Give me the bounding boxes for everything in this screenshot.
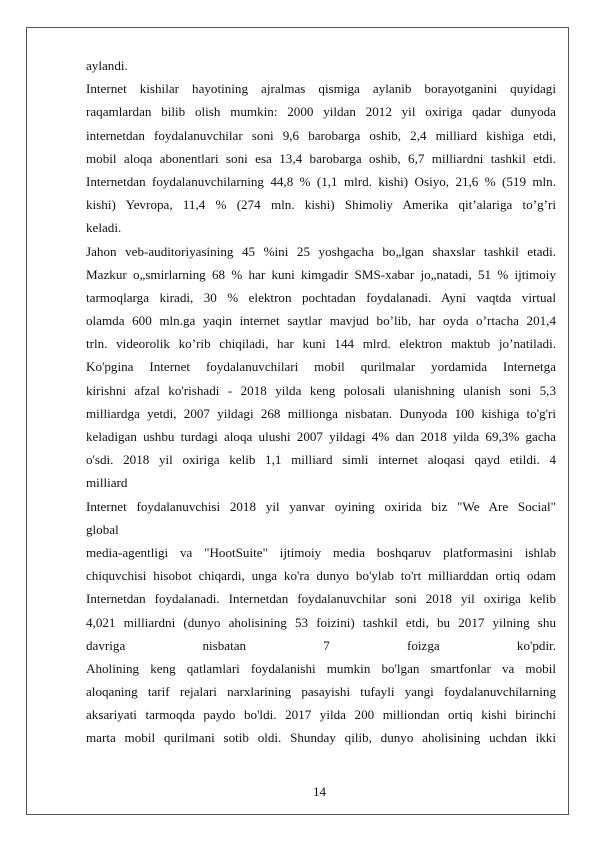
text-line-14: Ko'pgina Internet foydalanuvchilari mobil qurilmalar yordamida Internetga xyxy=(86,359,556,375)
text-line-28: aloqaning tarif rejalari narxlarining pasayishi tufayli yangi foydalanuvchilarning xyxy=(86,684,556,700)
text-line-30: marta mobil qurilmani sotib oldi. Shunday qilib, dunyo aholisining uchdan ikki xyxy=(86,730,556,746)
document-body xyxy=(86,54,556,750)
text-line-25: 4,021 milliardni (dunyo aholisining 53 foizini) tashkil etdi, bu 2017 yilning shu xyxy=(86,614,556,630)
text-line-5: mobil aloqa abonentlari soni esa 13,4 barobarga oshib, 6,7 milliardni tashkil etdi. xyxy=(86,150,556,166)
text-line-16: milliardga yetdi, 2007 yildagi 268 millionga nisbatan. Dunyoda 100 kishiga to'g'ri xyxy=(86,405,556,421)
text-line-17: keladigan ushbu turdagi aloqa ulushi 2007 yildagi 4% dan 2018 yilda 69,3% gacha xyxy=(86,429,556,444)
text-line-2: Internet kishilar hayotining ajralmas qismiga aylanib borayotganini quyidagi xyxy=(86,81,556,97)
text-line-8: keladi. xyxy=(86,220,122,236)
text-line-21: global xyxy=(86,521,119,537)
text-line-9: Jahon veb-auditoriyasining 45 %ini 25 yoshgacha bo„lgan shaxslar tashkil etadi. xyxy=(86,243,556,259)
text-line-1: aylandi. xyxy=(86,58,128,73)
text-line-19: milliard xyxy=(86,475,128,491)
text-line-4: internetdan foydalanuvchilar soni 9,6 barobarga oshib, 2,4 milliard kishiga etdi, xyxy=(86,127,556,143)
text-line-20: Internet foydalanuvchisi 2018 yil yanvar oyining oxirida biz "We Are Social" xyxy=(86,498,556,514)
text-line-27: Aholining keng qatlamlari foydalanishi mumkin bo'lgan smartfonlar va mobil xyxy=(86,660,556,676)
text-line-3: raqamlardan bilib olish mumkin: 2000 yildan 2012 yil oxiriga qadar dunyoda xyxy=(86,104,556,120)
page-number: 14 xyxy=(312,784,327,799)
text-line-10: Mazkur o„smirlarning 68 % har kuni kimgadir SMS-xabar jo„natadi, 51 % ijtimoiy xyxy=(86,266,556,282)
text-line-26: davriga nisbatan 7 foizga ko'pdir. xyxy=(86,637,556,653)
text-line-22: media-agentligi va "HootSuite" ijtimoiy media boshqaruv platformasini ishlab xyxy=(86,544,556,560)
text-line-6: Internetdan foydalanuvchilarning 44,8 % (1,1 mlrd. kishi) Osiyo, 21,6 % (519 mln. xyxy=(86,173,556,189)
text-line-13: trln. videorolik ko’rib chiqiladi, har kuni 144 mlrd. elektron maktub jo’natiladi. xyxy=(86,336,556,352)
text-line-29: aksariyati tarmoqda paydo bo'ldi. 2017 yilda 200 milliondan ortiq kishi birinchi xyxy=(86,707,556,723)
text-line-7: kishi) Yevropa, 11,4 % (274 mln. kishi) Shimoliy Amerika qit’alariga to’g’ri xyxy=(86,197,556,213)
text-line-18: o'sdi. 2018 yil oxiriga kelib 1,1 milliard simli internet aloqasi qayd etildi. 4 xyxy=(86,452,556,468)
text-line-15: kirishni afzal ko'rishadi - 2018 yilda keng polosali ulanishning ulanish soni 5,3 xyxy=(86,382,556,398)
text-line-11: tarmoqlarga kiradi, 30 % elektron pochtadan foydalanadi. Ayni vaqtda virtual xyxy=(86,289,556,305)
text-line-23: chiquvchisi hisobot chiqardi, unga ko'ra dunyo bo'ylab to'rt milliarddan ortiq odam xyxy=(86,568,556,584)
text-line-24: Internetdan foydalanadi. Internetdan foydalanuvchilar soni 2018 yil oxiriga kelib xyxy=(86,591,556,607)
text-line-12: olamda 600 mln.ga yaqin internet saytlar mavjud bo’lib, har oyda o’rtacha 201,4 xyxy=(86,313,556,329)
